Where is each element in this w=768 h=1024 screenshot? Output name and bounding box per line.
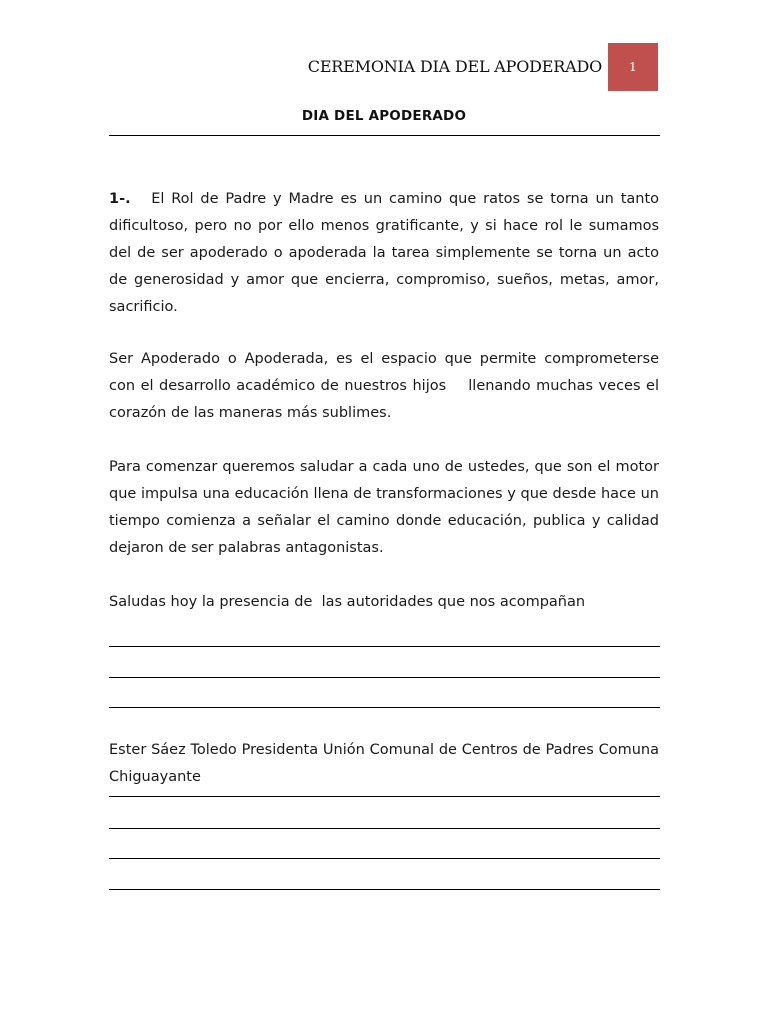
paragraph-1-text: El Rol de Padre y Madre es un camino que ratos se torna un tanto dificultoso, pero no por ello menos gratificante, y si hace rol le sumamos del de ser apoderado o apoderada la tarea simplemente se torna un acto de generosidad y amor que encierra, compromiso, sueños, metas, amor, sacrificio.	[109, 191, 660, 315]
blank-line	[109, 858, 660, 859]
paragraph-2: Ser Apoderado o Apoderada, es el espacio que permite comprometerse con el desarrollo académico de nuestros hijos llenando muchas veces el corazón de las maneras más sublimes.	[109, 351, 664, 421]
paragraph-3: Para comenzar queremos saludar a cada uno de ustedes, que son el motor que impulsa una educación llena de transformaciones y que desde hace un tiempo comienza a señalar el camino donde educación, publica y calidad dejaron de ser palabras antagonistas.	[109, 459, 659, 556]
blank-line	[109, 828, 660, 829]
document-heading: DIA DEL APODERADO	[301, 108, 467, 124]
blank-line	[109, 707, 660, 708]
paragraph-1-number: 1-.	[109, 191, 131, 207]
blank-line	[109, 889, 660, 890]
page-number: 1	[629, 60, 637, 74]
blank-line	[109, 677, 660, 678]
blank-line	[109, 646, 660, 647]
paragraph-5: Ester Sáez Toledo Presidenta Unión Comunal de Centros de Padres Comuna Chiguayante	[109, 742, 659, 785]
header-title: CEREMONIA DIA DEL APODERADO	[307, 57, 602, 76]
paragraph-1	[109, 186, 659, 321]
paragraph-4: Saludas hoy la presencia de las autoridades que nos acompañan	[109, 594, 586, 610]
heading-rule	[109, 135, 660, 136]
blank-line	[109, 796, 660, 797]
page-number-badge	[608, 43, 658, 91]
